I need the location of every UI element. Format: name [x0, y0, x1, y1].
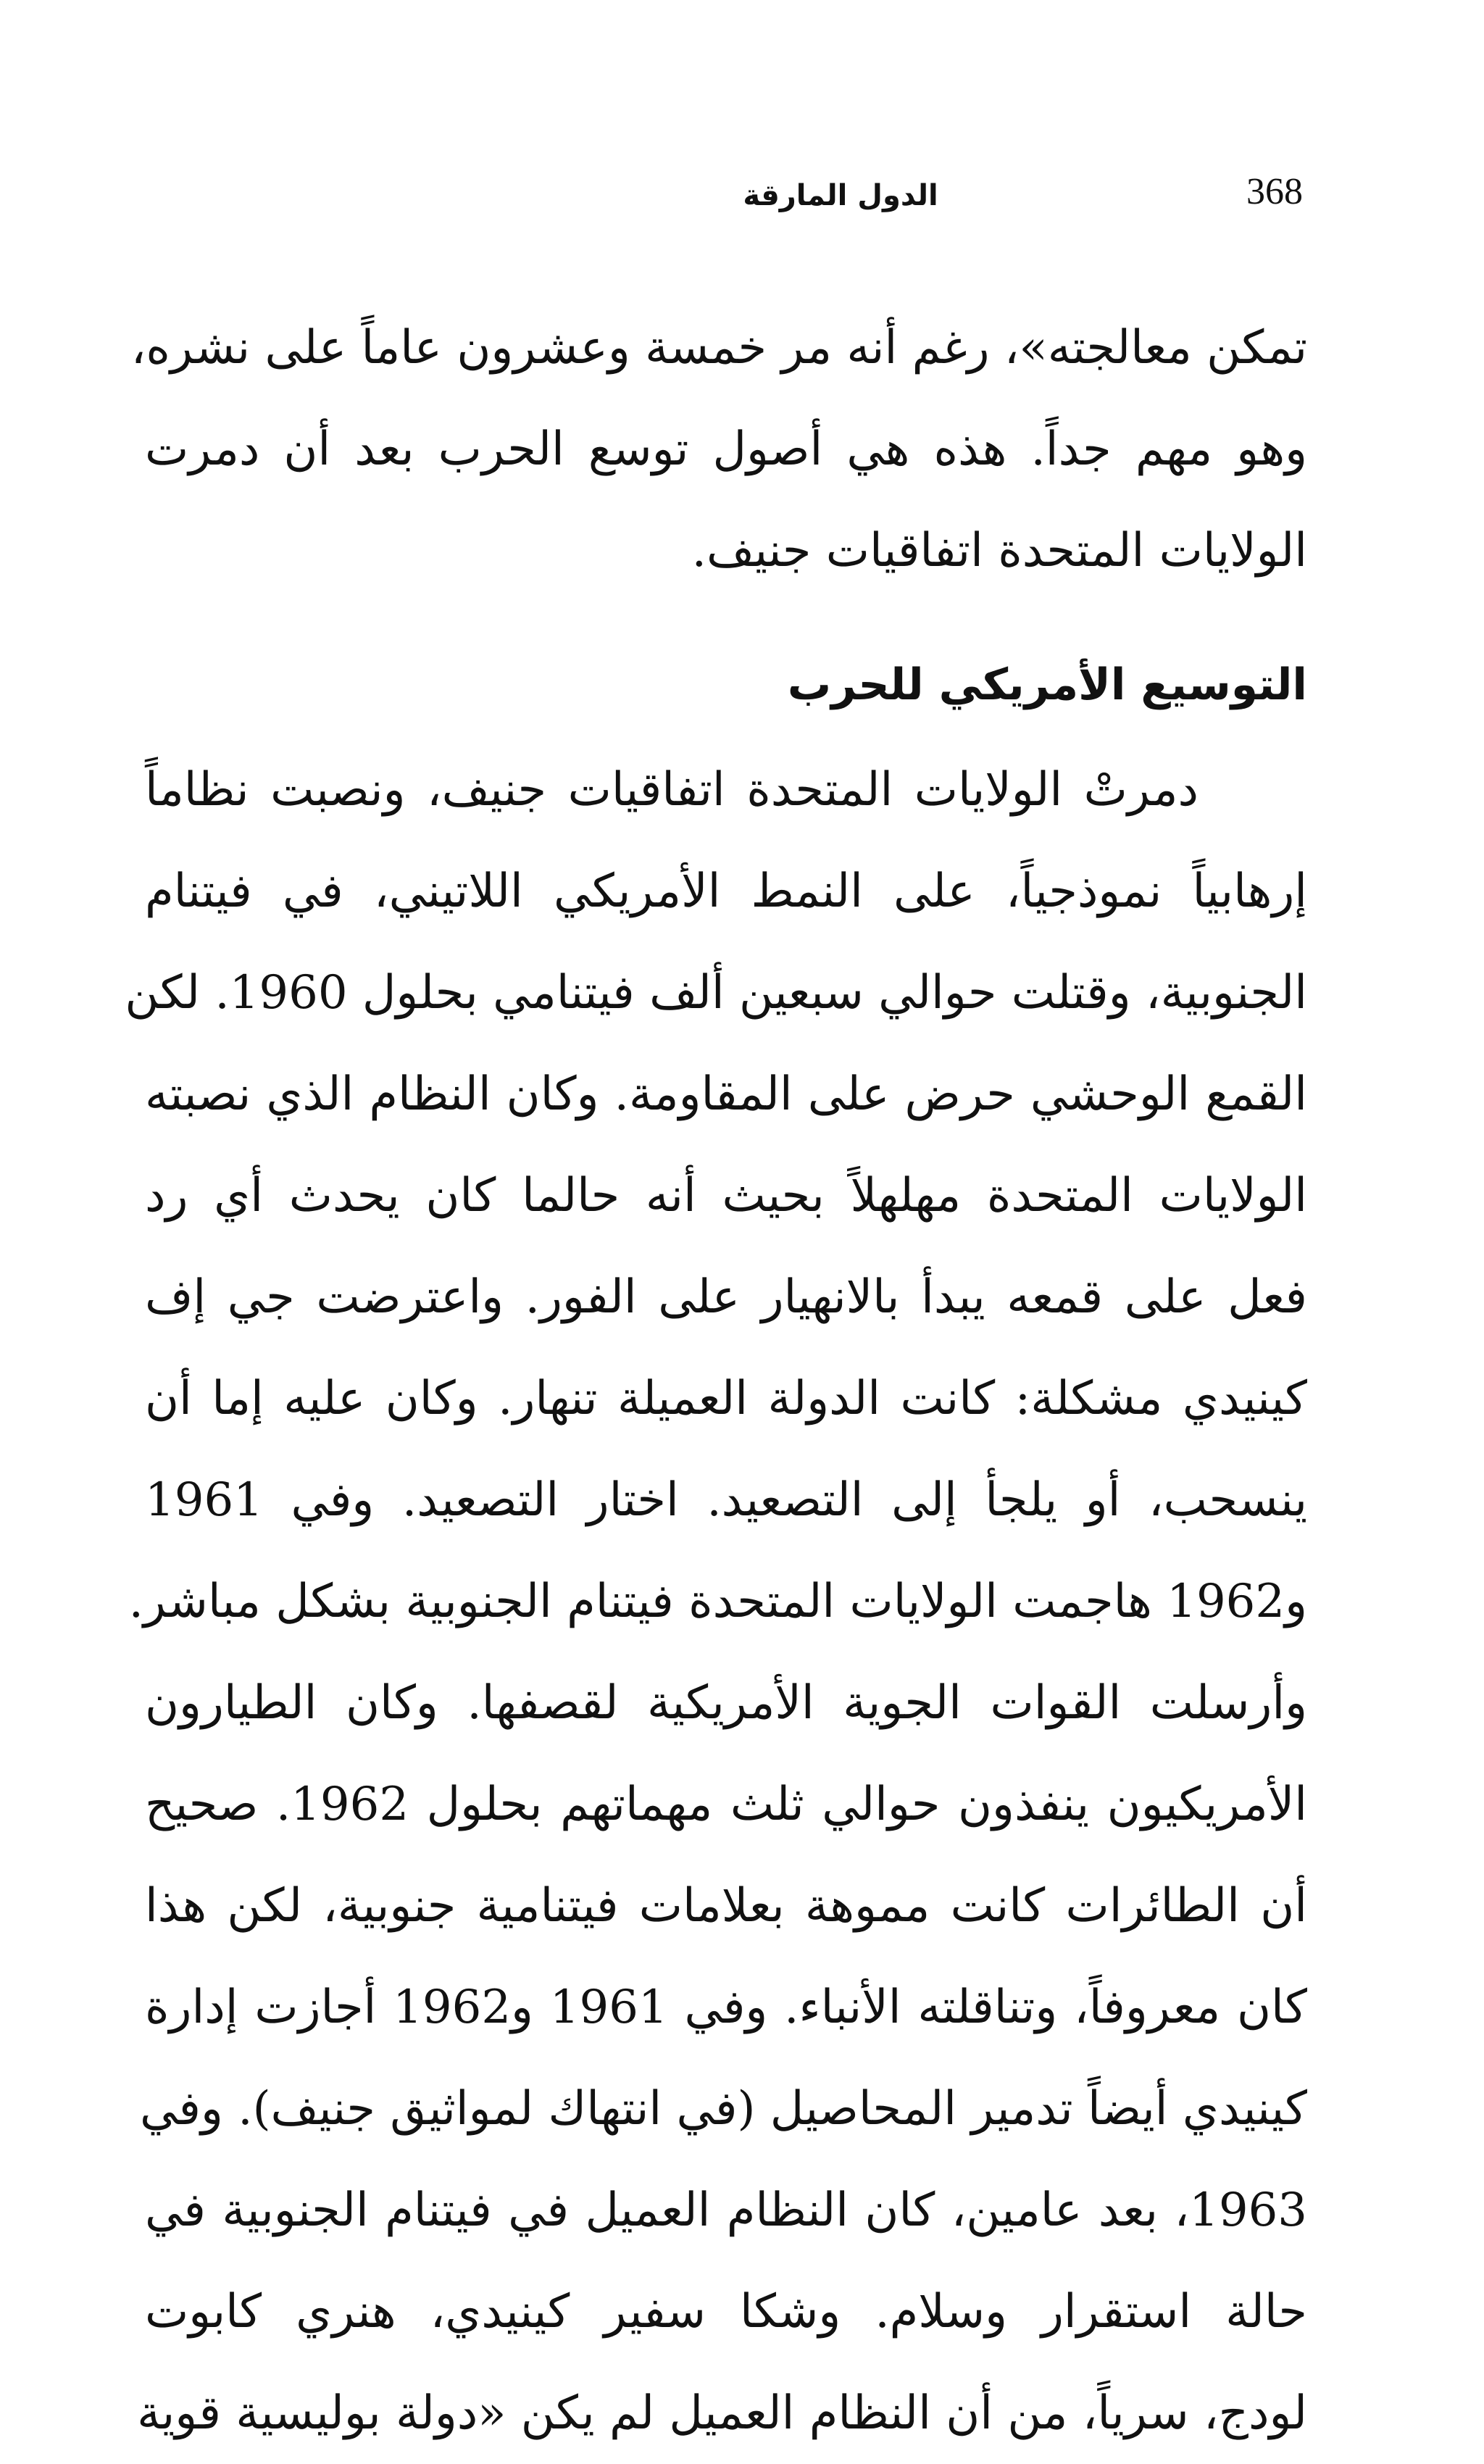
text-line: ينسحب، أو يلجأ إلى التصعيد. اختار التصعيد. وفي 1961	[145, 1473, 1307, 1527]
text-line: الأمريكيون ينفذون حوالي ثلث مهماتهم بحلول 1962. صحيح	[145, 1778, 1307, 1831]
text-line: و1962 هاجمت الولايات المتحدة فيتنام الجنوبية بشكل مباشر.	[128, 1575, 1307, 1628]
text-line: وأرسلت القوات الجوية الأمريكية لقصفها. وكان الطيارون	[145, 1676, 1307, 1730]
text-line: 1963، بعد عامين، كان النظام العميل في فيتنام الجنوبية في	[145, 2184, 1307, 2237]
text-line: حالة استقرار وسلام. وشكا سفير كينيدي، هنري كابوت	[145, 2285, 1307, 2339]
text-line: كينيدي مشكلة: كانت الدولة العميلة تنهار. وكان عليه إما أن	[145, 1372, 1308, 1425]
text-line: وهو مهم جداً. هذه هي أصول توسع الحرب بعد أن دمرت	[145, 423, 1307, 476]
section-paragraph	[125, 739, 1308, 2464]
page-header	[145, 163, 1307, 228]
text-line: تمكن معالجته»، رغم أنه مر خمسة وعشرون عاماً على نشره،	[130, 321, 1307, 375]
text-line: كينيدي أيضاً تدمير المحاصيل (في انتهاك لمواثيق جنيف). وفي	[140, 2082, 1307, 2136]
text-line: الولايات المتحدة مهلهلاً بحيث أنه حالما كان يحدث أي رد	[145, 1169, 1307, 1223]
text-line: فعل على قمعه يبدأ بالانهيار على الفور. واعترضت جي إف	[145, 1270, 1308, 1324]
intro-paragraph	[130, 297, 1307, 602]
text-line: لودج، سرياً، من أن النظام العميل لم يكن «دولة بوليسية قوية	[137, 2386, 1307, 2440]
text-line: دمرتْ الولايات المتحدة اتفاقيات جنيف، ونصبت نظاماً	[145, 763, 1199, 817]
text-line: كان معروفاً، وتناقلته الأنباء. وفي 1961 و1962 أجازت إدارة	[145, 1981, 1307, 2034]
text-line: القمع الوحشي حرض على المقاومة. وكان النظام الذي نصبته	[145, 1067, 1307, 1121]
page-body	[125, 297, 1308, 2464]
text-line: الجنوبية، وقتلت حوالي سبعين ألف فيتنامي بحلول 1960. لكن	[125, 966, 1307, 1020]
text-line: أن الطائرات كانت مموهة بعلامات فيتنامية جنوبية، لكن هذا	[145, 1879, 1307, 1933]
page-number: 368	[1246, 171, 1303, 212]
section-spacer	[145, 602, 1307, 630]
text-line: إرهابياً نموذجياً، على النمط الأمريكي اللاتيني، في فيتنام	[145, 865, 1307, 918]
running-title: الدول المارقة	[743, 179, 938, 212]
text-line: الولايات المتحدة اتفاقيات جنيف.	[691, 524, 1307, 578]
section-heading: التوسيع الأمريكي للحرب	[787, 659, 1307, 710]
